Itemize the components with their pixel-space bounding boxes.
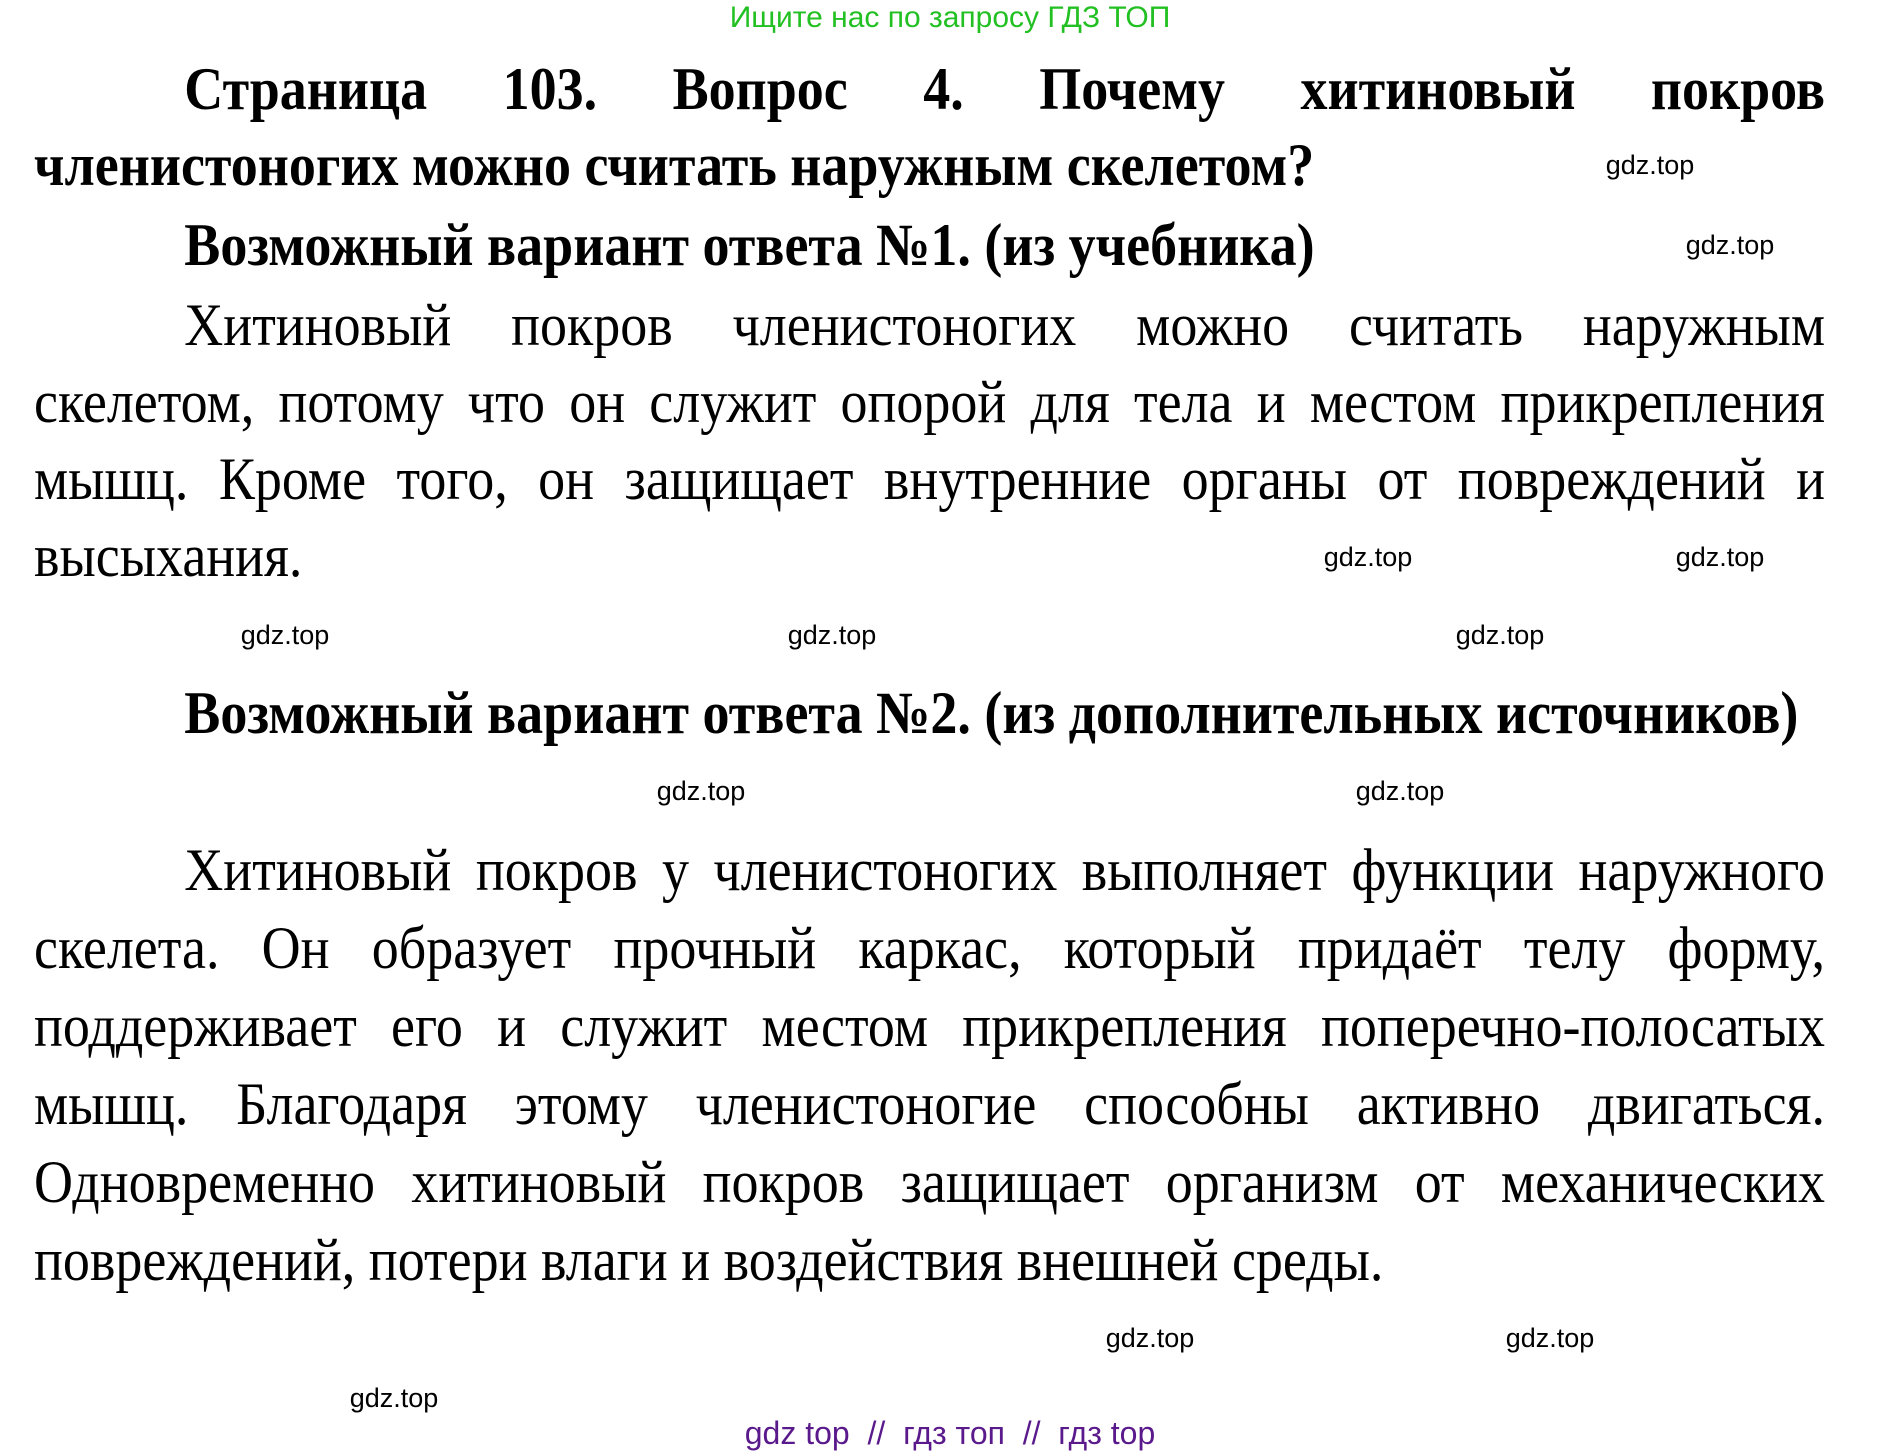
question-title: Страница 103. Вопрос 4. Почему хитиновый покров членистоногих можно считать наружным скелетом?: [34, 56, 1825, 198]
watermark: gdz.top: [1323, 542, 1413, 572]
watermark: gdz.top: [1505, 1323, 1595, 1353]
answer2-heading: Возможный вариант ответа №2. (из дополнительных источников): [184, 680, 1799, 746]
watermark: gdz.top: [787, 620, 877, 650]
watermark: gdz.top: [1685, 230, 1775, 260]
answer1-text: Хитиновый покров членистоногих можно считать наружным скелетом, потому что он служит опорой для тела и местом прикрепления мышц. Кроме того, он защищает внутренние органы от повреждений и высыхания.: [34, 292, 1825, 589]
watermark: gdz.top: [349, 1383, 439, 1413]
watermark: gdz.top: [1455, 620, 1545, 650]
watermark: gdz.top: [1675, 542, 1765, 572]
watermark: gdz.top: [240, 620, 330, 650]
search-hint-banner: Ищите нас по запросу ГДЗ ТОП: [729, 1, 1171, 34]
watermark: gdz.top: [656, 776, 746, 806]
answer2-text: Хитиновый покров у членистоногих выполняет функции наружного скелета. Он образует прочный каркас, который придаёт телу форму, поддерживает его и служит местом прикрепления поперечно-полосатых мышц. Благодаря этому членистоногие способны активно двигаться. Одновременно хитиновый покров защищает организм от механических повреждений, потери влаги и воздействия внешней среды.: [34, 837, 1825, 1293]
watermark: gdz.top: [1355, 776, 1445, 806]
watermark: gdz.top: [1605, 150, 1695, 180]
answer1-heading: Возможный вариант ответа №1. (из учебника): [184, 212, 1315, 278]
watermark: gdz.top: [1105, 1323, 1195, 1353]
footer-links: gdz top // гдз топ // гдз top: [744, 1415, 1156, 1451]
